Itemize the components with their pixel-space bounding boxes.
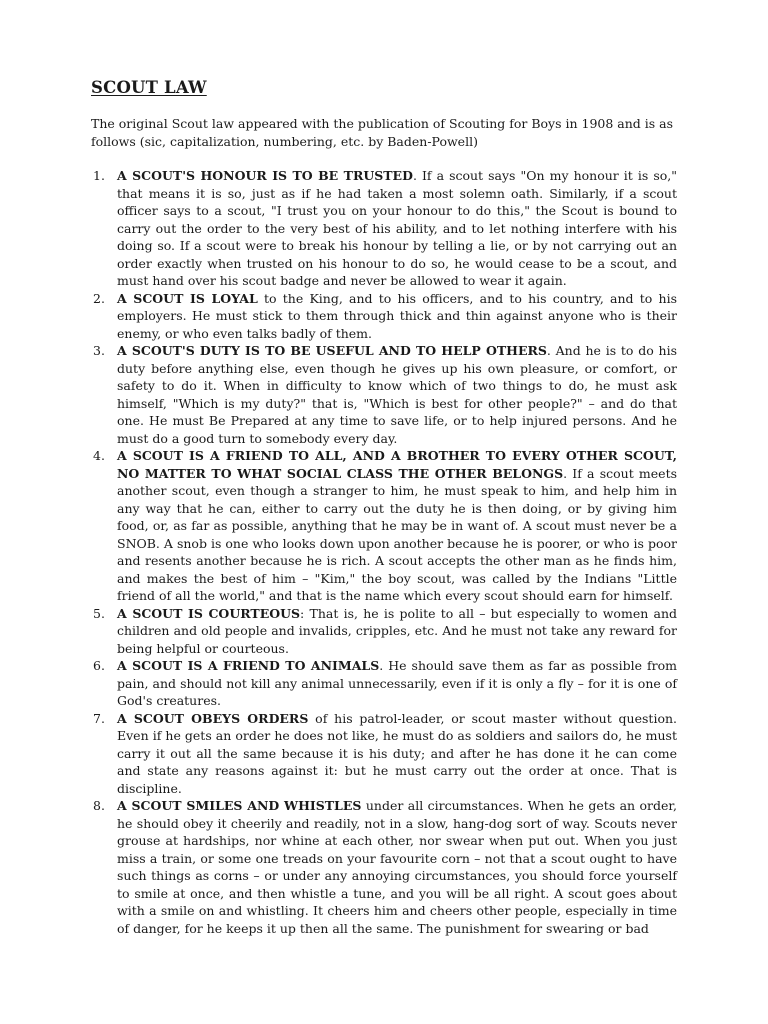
list-item xyxy=(93,605,678,658)
list-item xyxy=(93,290,678,343)
law-text: : That is, he is polite to all – but especially to women and children and old people and invalids, cripples, etc. And he must not take any reward for being helpful or courteous. xyxy=(117,605,678,656)
list-item xyxy=(93,710,677,798)
list-number: 5. xyxy=(93,605,105,621)
list-item xyxy=(93,447,678,605)
law-heading: A SCOUT IS A FRIEND TO ALL, AND A BROTHER TO EVERY OTHER SCOUT, NO MATTER TO WHAT SOCIAL CLASS THE OTHER BELONGS xyxy=(117,448,677,481)
law-text: . And he is to do his duty before anything else, even though he gives up his own pleasure, or comfort, or safety to do it. When in difficulty to know which of two things to do, he must ask himself, "Which is my duty?" that is, "Which is best for other people?" – and do that one. He must Be Prepared at any time to save life, or to help injured persons. And he must do a good turn to somebody every day. xyxy=(117,343,677,446)
list-number: 8. xyxy=(93,798,105,813)
list-item xyxy=(93,167,677,290)
law-heading: A SCOUT IS LOYAL xyxy=(117,290,258,306)
law-heading: A SCOUT IS A FRIEND TO ANIMALS xyxy=(117,658,380,673)
law-heading: A SCOUT SMILES AND WHISTLES xyxy=(117,798,362,813)
list-number: 7. xyxy=(93,710,105,726)
list-number: 3. xyxy=(93,343,105,358)
intro-paragraph: The original Scout law appeared with the publication of Scouting for Boys in 1908 and is as follows (sic, capitalization, numbering, etc. by Baden-Powell) xyxy=(91,116,674,149)
list-number: 4. xyxy=(93,448,105,463)
law-heading: A SCOUT OBEYS ORDERS xyxy=(117,710,309,726)
law-heading: A SCOUT'S DUTY IS TO BE USEFUL AND TO HELP OTHERS xyxy=(117,343,547,358)
law-heading: A SCOUT'S HONOUR IS TO BE TRUSTED xyxy=(117,168,413,183)
law-text: to the King, and to his officers, and to his country, and to his employers. He must stick to them through thick and thin against anyone who is their enemy, or who even talks badly of them. xyxy=(117,290,678,341)
list-item xyxy=(93,342,677,447)
page-title: SCOUT LAW xyxy=(91,78,207,97)
list-item xyxy=(93,797,677,937)
law-text: of his patrol-leader, or scout master without question. Even if he gets an order he does not like, he must do as soldiers and sailors do, he must carry it out all the same because it is his duty; and after he has done it he can come and state any reasons against it: but he must carry out the order at once. That is discipline. xyxy=(117,710,677,796)
law-text: . He should save them as far as possible from pain, and should not kill any animal unnecessarily, even if it is only a fly – for it is one of God's creatures. xyxy=(117,658,677,708)
law-text: under all circumstances. When he gets an order, he should obey it cheerily and readily, not in a slow, hang-dog sort of way. Scouts never grouse at hardships, nor whine at each other, nor swear when put out. When you just miss a train, or some one treads on your favourite corn – not that a scout ought to have such things as corns – or under any annoying circumstances, you should force yourself to smile at once, and then whistle a tune, and you will be all right. A scout goes about with a smile on and whistling. It cheers him and cheers other people, especially in time of danger, for he keeps it up then all the same. The punishment for swearing or bad xyxy=(117,798,677,936)
list-number: 6. xyxy=(93,658,105,673)
scout-law-list xyxy=(93,167,678,937)
law-heading: A SCOUT IS COURTEOUS xyxy=(117,605,301,621)
law-text: . If a scout says "On my honour it is so," that means it is so, just as if he had taken a most solemn oath. Similarly, if a scout officer says to a scout, "I trust you on your honour to do this," the Scout is bound to carry out the order to the very best of his ability, and to let nothing interfere with his doing so. If a scout were to break his honour by telling a lie, or by not carrying out an order exactly when trusted on his honour to do so, he would cease to be a scout, and must hand over his scout badge and never be allowed to wear it again. xyxy=(117,168,677,288)
list-number: 2. xyxy=(93,290,105,306)
list-number: 1. xyxy=(93,168,105,183)
law-text: . If a scout meets another scout, even though a stranger to him, he must speak to him, and help him in any way that he can, either to carry out the duty he is then doing, or by giving him food, or, as far as possible, anything that he may be in want of. A scout must never be a SNOB. A snob is one who looks down upon another because he is poorer, or who is poor and resents another because he is rich. A scout accepts the other man as he finds him, and makes the best of him – "Kim," the boy scout, was called by the Indians "Little friend of all the world," and that is the name which every scout should earn for himself. xyxy=(117,465,678,603)
list-item xyxy=(93,657,677,710)
